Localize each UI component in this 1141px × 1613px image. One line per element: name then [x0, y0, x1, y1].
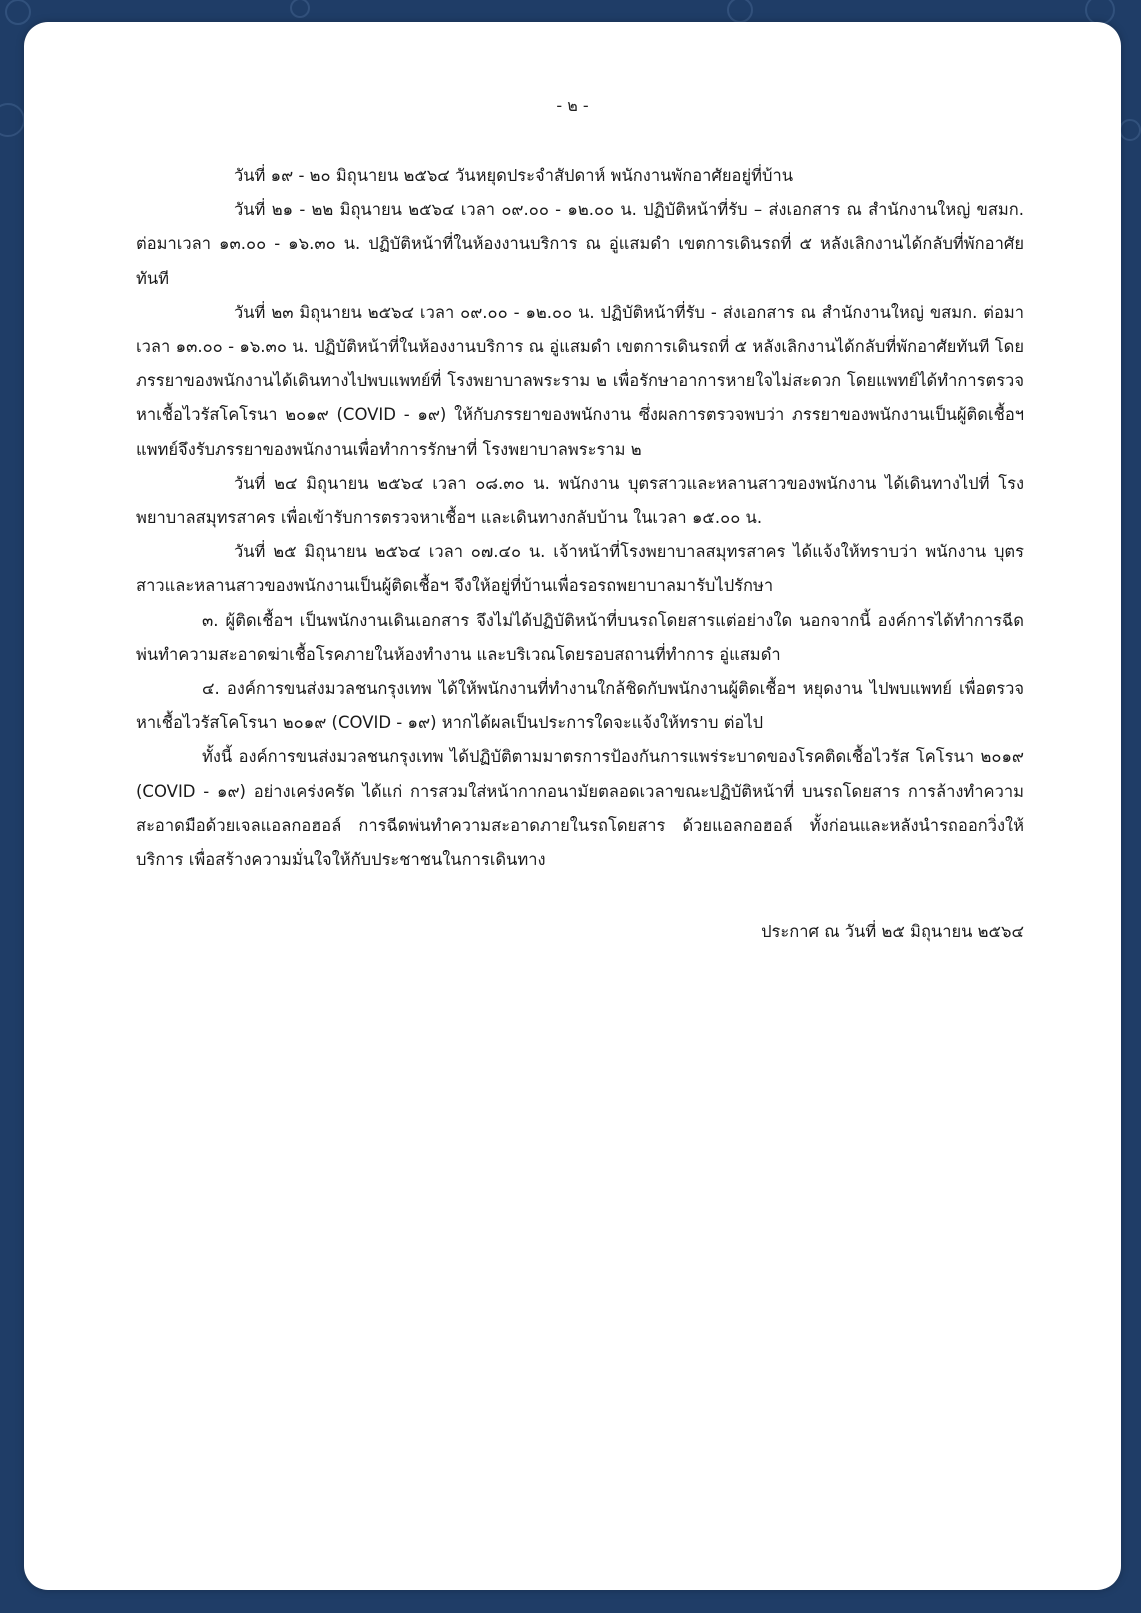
- paragraph-june-25: วันที่ ๒๕ มิถุนายน ๒๕๖๔ เวลา ๐๗.๔๐ น. เจ้าหน้าที่โรงพยาบาลสมุทรสาคร ได้แจ้งให้ทราบว่า พนักงาน บุตรสาวและหลานสาวของพนักงานเป็นผู้ติดเชื้อฯ จึงให้อยู่ที่บ้านเพื่อรอรถพยาบาลมารับไปรักษา: [136, 542, 1024, 596]
- page-number: - ๒ -: [556, 96, 589, 115]
- paragraph-june-21-22: วันที่ ๒๑ - ๒๒ มิถุนายน ๒๕๖๔ เวลา ๐๙.๐๐ - ๑๒.๐๐ น. ปฏิบัติหน้าที่รับ – ส่งเอกสาร ณ สำนักงานใหญ่ ขสมก. ต่อมาเวลา ๑๓.๐๐ - ๑๖.๓๐ น. ปฏิบัติหน้าที่ในห้องงานบริการ ณ อู่แสมดำ เขตการเดินรถที่ ๕ หลังเลิกงานได้กลับที่พักอาศัยทันที: [136, 200, 1024, 288]
- virus-icon: [291, 0, 309, 17]
- paragraph-item-4: ๔. องค์การขนส่งมวลชนกรุงเทพ ได้ให้พนักงานที่ทำงานใกล้ชิดกับพนักงานผู้ติดเชื้อฯ หยุดงาน ไปพบแพทย์ เพื่อตรวจหาเชื้อไวรัสโคโรนา ๒๐๑๙ (COVID - ๑๙) หากได้ผลเป็นประการใดจะแจ้งให้ทราบ ต่อไป: [136, 679, 1024, 733]
- document-page: [24, 22, 1121, 1590]
- document-body: [136, 159, 1024, 949]
- paragraph-june-23: วันที่ ๒๓ มิถุนายน ๒๕๖๔ เวลา ๐๙.๐๐ - ๑๒.๐๐ น. ปฏิบัติหน้าที่รับ - ส่งเอกสาร ณ สำนักงานใหญ่ ขสมก. ต่อมาเวลา ๑๓.๐๐ - ๑๖.๓๐ น. ปฏิบัติหน้าที่ในห้องงานบริการ ณ อู่แสมดำ เขตการเดินรถที่ ๕ หลังเลิกงานได้กลับที่พักอาศัยทันที โดยภรรยาของพนักงานได้เดินทางไปพบแพทย์ที่ โรงพยาบาลพระราม ๒ เพื่อรักษาอาการหายใจไม่สะดวก โดยแพทย์ได้ทำการตรวจหาเชื้อไวรัสโคโรนา ๒๐๑๙ (COVID - ๑๙) ให้กับภรรยาของพนักงาน ซึ่งผลการตรวจพบว่า ภรรยาของพนักงานเป็นผู้ติดเชื้อฯ แพทย์จึงรับภรรยาของพนักงานเพื่อทำการรักษาที่ โรงพยาบาลพระราม ๒: [136, 302, 1024, 459]
- spacer: [136, 877, 1024, 915]
- announcement-date: ประกาศ ณ วันที่ ๒๕ มิถุนายน ๒๕๖๔: [761, 922, 1024, 942]
- paragraph-june-19-20: วันที่ ๑๙ - ๒๐ มิถุนายน ๒๕๖๔ วันหยุดประจำสัปดาห์ พนักงานพักอาศัยอยู่ที่บ้าน: [234, 166, 794, 185]
- virus-icon: [728, 0, 752, 22]
- virus-icon: [1120, 120, 1140, 140]
- paragraph-item-3: ๓. ผู้ติดเชื้อฯ เป็นพนักงานเดินเอกสาร จึงไม่ได้ปฏิบัติหน้าที่บนรถโดยสารแต่อย่างใด นอกจากนี้ องค์การได้ทำการฉีดพ่นทำความสะอาดฆ่าเชื้อโรคภายในห้องทำงาน และบริเวณโดยรอบสถานที่ทำการ อู่แสมดำ: [136, 610, 1024, 664]
- virus-icon: [1086, 0, 1114, 24]
- paragraph-measures: ทั้งนี้ องค์การขนส่งมวลชนกรุงเทพ ได้ปฏิบัติตามมาตรการป้องกันการแพร่ระบาดของโรคติดเชื้อไวรัส โคโรนา ๒๐๑๙ (COVID - ๑๙) อย่างเคร่งครัด ได้แก่ การสวมใส่หน้ากากอนามัยตลอดเวลาขณะปฏิบัติหน้าที่ บนรถโดยสาร การล้างทำความสะอาดมือด้วยเจลแอลกอฮอล์ การฉีดพ่นทำความสะอาดภายในรถโดยสาร ด้วยแอลกอฮอล์ ทั้งก่อนและหลังนำรถออกวิ่งให้บริการ เพื่อสร้างความมั่นใจให้กับประชาชนในการเดินทาง: [136, 747, 1024, 870]
- virus-icon: [6, 0, 30, 24]
- paragraph-june-24: วันที่ ๒๔ มิถุนายน ๒๕๖๔ เวลา ๐๘.๓๐ น. พนักงาน บุตรสาวและหลานสาวของพนักงาน ได้เดินทางไปที่ โรงพยาบาลสมุทรสาคร เพื่อเข้ารับการตรวจหาเชื้อฯ และเดินทางกลับบ้าน ในเวลา ๑๕.๐๐ น.: [136, 473, 1024, 528]
- virus-icon: [0, 104, 24, 136]
